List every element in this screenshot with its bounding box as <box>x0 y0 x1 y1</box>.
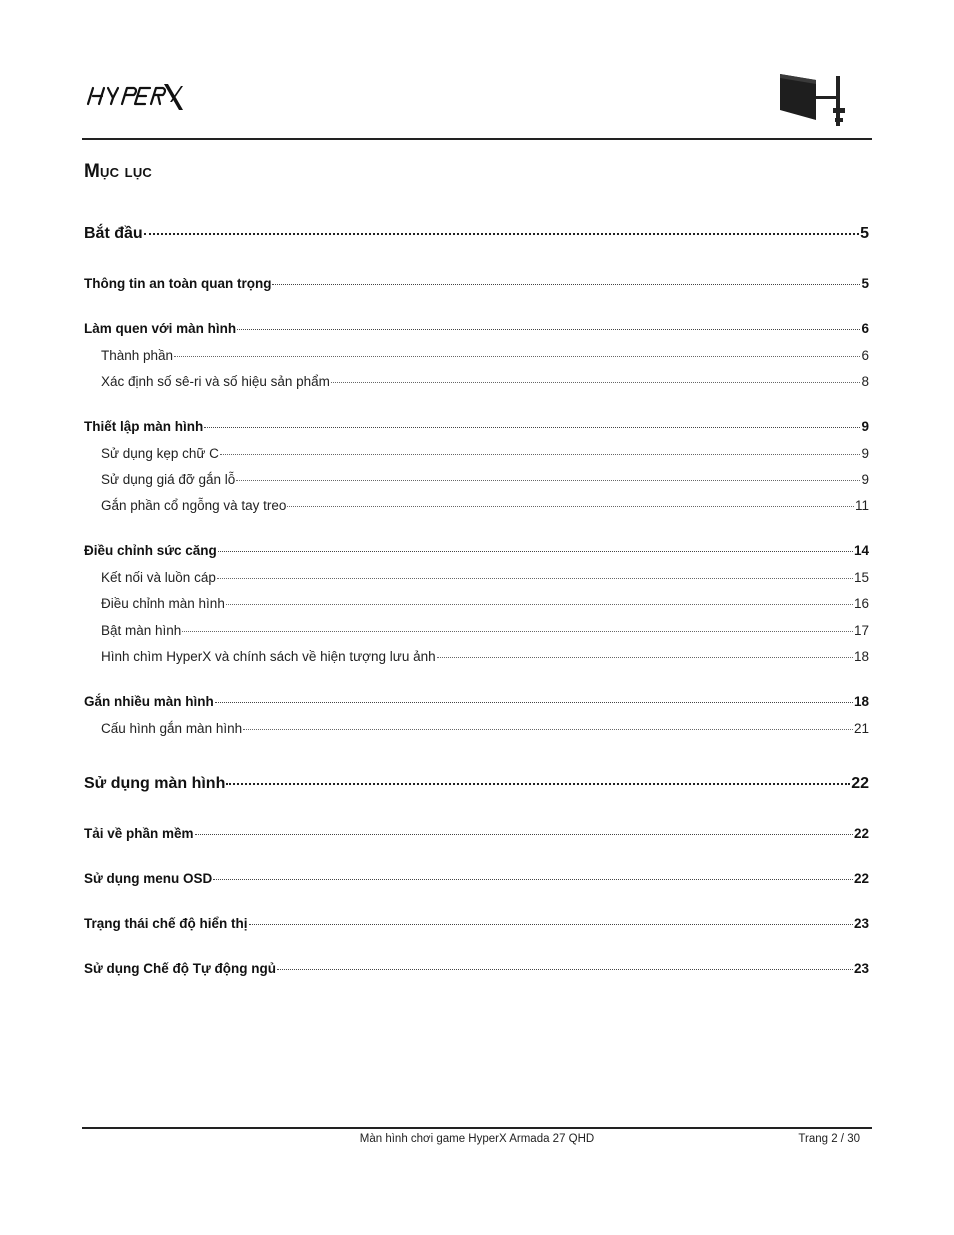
toc-entry-page: 22 <box>853 826 869 841</box>
footer-page-number: Trang 2 / 30 <box>798 1133 860 1145</box>
toc-entry-label: Sử dụng menu OSD <box>84 871 213 886</box>
toc-entry[interactable] <box>84 649 869 664</box>
toc-entry-page: 5 <box>860 225 869 242</box>
toc-entry-label: Bắt đầu <box>84 225 143 242</box>
dot-leader <box>218 550 853 552</box>
toc-entry-label: Sử dụng màn hình <box>84 775 226 792</box>
dot-leader <box>144 232 859 235</box>
toc-entry-label: Bật màn hình <box>101 623 182 638</box>
dot-leader <box>226 782 850 785</box>
dot-leader <box>243 728 853 730</box>
toc-entry[interactable] <box>84 775 869 793</box>
toc-entry-page: 5 <box>861 276 869 291</box>
toc-entry-label: Xác định số sê-ri và số hiệu sản phẩm <box>101 374 330 389</box>
toc-entry-label: Trạng thái chế độ hiển thị <box>84 916 248 931</box>
toc-entry-page: 11 <box>854 498 869 513</box>
toc-entry[interactable] <box>84 348 869 363</box>
dot-leader <box>217 577 853 579</box>
toc-entry-page: 18 <box>853 649 869 664</box>
dot-leader <box>215 701 853 703</box>
toc-entry[interactable] <box>84 826 869 841</box>
toc-entry[interactable] <box>84 543 869 558</box>
dot-leader <box>174 355 860 357</box>
toc-entry-page: 23 <box>853 961 869 976</box>
toc-entry-page: 9 <box>861 446 869 461</box>
toc-entry-page: 9 <box>861 419 869 434</box>
toc-entry-label: Hình chìm HyperX và chính sách về hiện tượng lưu ảnh <box>101 649 436 664</box>
toc-entry-page: 14 <box>853 543 869 558</box>
toc-entry[interactable] <box>84 374 869 389</box>
header-divider <box>82 138 872 140</box>
toc-entry-page: 22 <box>853 871 869 886</box>
page-header <box>82 66 872 138</box>
dot-leader <box>272 283 860 285</box>
toc-entry-label: Gắn nhiều màn hình <box>84 694 214 709</box>
toc-entry-label: Điều chỉnh màn hình <box>101 596 225 611</box>
dot-leader <box>437 656 853 658</box>
toc-entry[interactable] <box>84 916 869 931</box>
dot-leader <box>226 603 853 605</box>
toc-entry-page: 16 <box>853 596 869 611</box>
toc-entry-page: 9 <box>861 472 869 487</box>
toc-entry-page: 17 <box>853 623 869 638</box>
toc-entry[interactable] <box>84 419 869 434</box>
dot-leader <box>204 426 860 428</box>
toc-entry-label: Thông tin an toàn quan trọng <box>84 276 272 291</box>
dot-leader <box>182 630 853 632</box>
toc-entry-page: 15 <box>853 570 869 585</box>
hyperx-logo-icon <box>84 78 184 112</box>
toc-entry[interactable] <box>84 596 869 611</box>
toc-entry[interactable] <box>84 446 869 461</box>
toc-entry-label: Kết nối và luồn cáp <box>101 570 216 585</box>
toc-entry-page: 23 <box>853 916 869 931</box>
toc-title: Mục lục <box>84 161 152 182</box>
toc-entry-page: 8 <box>861 374 869 389</box>
toc-entry-label: Sử dụng giá đỡ gắn lỗ <box>101 472 236 487</box>
toc-entry[interactable] <box>84 623 869 638</box>
toc-entry[interactable] <box>84 570 869 585</box>
toc-entry[interactable] <box>84 472 869 487</box>
toc-entry-label: Thành phần <box>101 348 174 363</box>
toc-entry-page: 18 <box>853 694 869 709</box>
toc-entry-label: Sử dụng Chế độ Tự động ngủ <box>84 961 277 976</box>
dot-leader <box>213 878 853 880</box>
toc-entry[interactable] <box>84 498 869 513</box>
dot-leader <box>237 328 860 330</box>
dot-leader <box>195 833 853 835</box>
toc-entry[interactable] <box>84 961 869 976</box>
dot-leader <box>220 453 861 455</box>
toc-entry-page: 6 <box>861 321 869 336</box>
toc-entry[interactable] <box>84 225 869 243</box>
toc-entry-label: Gắn phần cổ ngỗng và tay treo <box>101 498 287 513</box>
toc-entry-label: Sử dụng kẹp chữ C <box>101 446 219 461</box>
dot-leader <box>277 968 853 970</box>
toc-entry[interactable] <box>84 321 869 336</box>
dot-leader <box>331 381 861 383</box>
toc-entry-label: Thiết lập màn hình <box>84 419 204 434</box>
toc-entry-label: Điều chỉnh sức căng <box>84 543 217 558</box>
footer-document-title: Màn hình chơi game HyperX Armada 27 QHD <box>359 1133 595 1145</box>
toc-entry-page: 6 <box>861 348 869 363</box>
dot-leader <box>249 923 853 925</box>
toc-entry[interactable] <box>84 694 869 709</box>
toc-entry[interactable] <box>84 721 869 736</box>
toc-entry[interactable] <box>84 276 869 291</box>
toc-entry[interactable] <box>84 871 869 886</box>
dot-leader <box>287 505 854 507</box>
dot-leader <box>236 479 860 481</box>
monitor-arm-icon <box>778 70 858 126</box>
toc-entry-label: Tải về phần mềm <box>84 826 194 841</box>
toc-entry-label: Cấu hình gắn màn hình <box>101 721 243 736</box>
footer-divider <box>82 1127 872 1129</box>
toc-entry-page: 22 <box>851 775 869 792</box>
toc-entry-page: 21 <box>853 721 869 736</box>
toc-entry-label: Làm quen với màn hình <box>84 321 237 336</box>
